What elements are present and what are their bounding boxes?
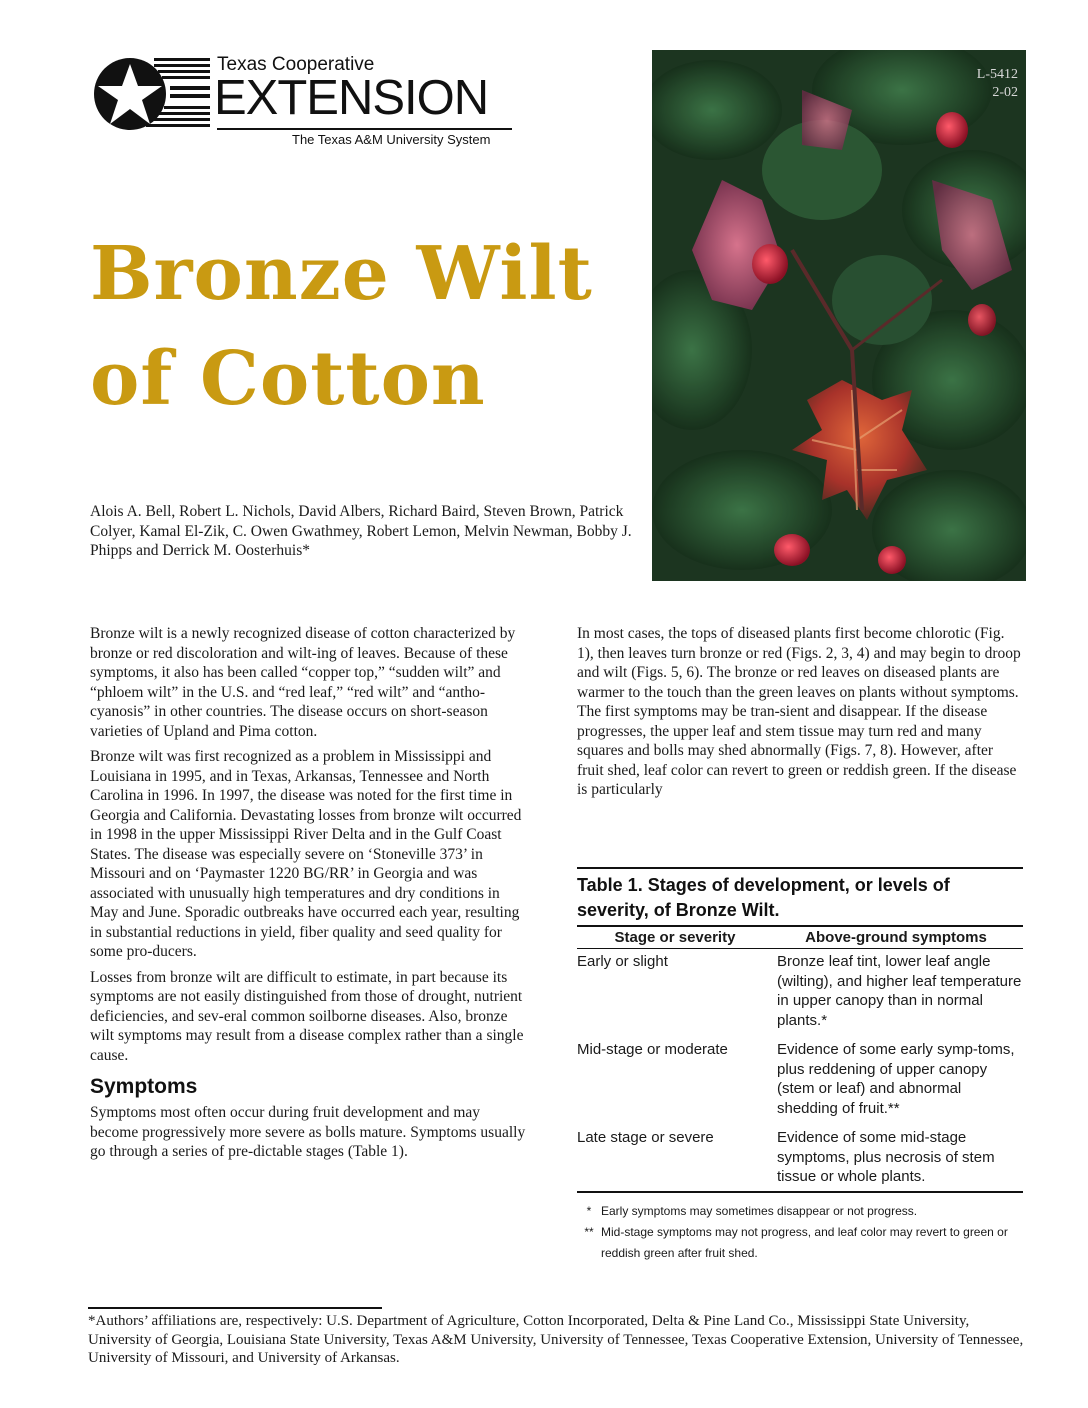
logo-rule <box>217 128 512 130</box>
logo-line-system: The Texas A&M University System <box>292 132 491 147</box>
logo-line-texas-cooperative: Texas Cooperative <box>217 54 375 75</box>
title-line-1: Bronze Wilt <box>90 231 593 317</box>
cotton-plant-illustration <box>652 50 1026 581</box>
table-cell-stage: Mid-stage or moderate <box>577 1041 728 1058</box>
paragraph-losses: Losses from bronze wilt are difficult to estimate, in part because its symptoms are not easily distinguished from those of drought, nutrient deficiencies, and sev-eral common soilborne diseases. Also, bronze wilt symptoms may result from a disease complex rather than a single cause. <box>90 968 524 1064</box>
table-notes <box>577 1201 1023 1264</box>
table-row <box>577 1037 1023 1125</box>
footnote-rule <box>88 1307 382 1309</box>
publication-code <box>977 66 1018 102</box>
table-header-row <box>577 927 1023 949</box>
table-cell-stage: Late stage or severe <box>577 1129 714 1146</box>
table-header-symptoms: Above-ground symptoms <box>805 929 987 946</box>
paragraph-progression: In most cases, the tops of diseased plants first become chlorotic (Fig. 1), then leaves turn bronze or red (Figs. 2, 3, 4) and may begin to droop and wilt (Figs. 5, 6). The bronze or red leaves on diseased plants are warmer to the touch than the green leaves on plants without symptoms. The first symptoms may be tran-sient and disappear. If the disease progresses, the upper leaf and stem tissue may turn red and many squares and bolls may shed abnormally (Figs. 7, 8). However, after fruit shed, leaf color can revert to green or reddish green. If the disease is particularly <box>577 625 1021 798</box>
table-cell-symptoms: Evidence of some mid-stage symptoms, plus necrosis of stem tissue or whole plants. <box>777 1129 995 1185</box>
table-bottom-rule <box>577 1191 1023 1193</box>
publication-date: 2-02 <box>992 85 1018 100</box>
cover-photo-cotton-leaves <box>652 50 1026 581</box>
authors-list: Alois A. Bell, Robert L. Nichols, David Albers, Richard Baird, Steven Brown, Patrick Colyer, Kamal El-Zik, C. Owen Gwathmey, Robert Lemon, Melvin Newman, Bobby J. Phipps and Derrick M. Oosterhuis* <box>90 503 632 559</box>
table-note-text: Early symptoms may sometimes disappear or not progress. <box>601 1203 918 1218</box>
table-row <box>577 949 1023 1037</box>
paragraph-history: Bronze wilt was first recognized as a problem in Mississippi and Louisiana in 1995, and in Texas, Arkansas, Tennessee and North Carolina in 1996. In 1997, the disease was noted for the first time in Georgia and California. Devastating losses from bronze wilt occurred in 1998 in the upper Mississippi River Delta and in the Gulf Coast States. The disease was especially severe on ‘Stoneville 373’ in Missouri and on ‘Paymaster 1220 BG/RR’ in Georgia and was associated with unusually high temperatures and dry conditions in May and June. Sporadic outbreaks have occurred each year, resulting in substantial reductions in yield, fiber quality and seed quality for some pro-ducers. <box>90 748 522 960</box>
page-title <box>90 222 650 432</box>
table-cell-symptoms: Bronze leaf tint, lower leaf angle (wilting), and higher leaf temperature in upper canopy than in normal plants.* <box>777 953 1022 1029</box>
table-cell-symptoms: Evidence of some early symp-toms, plus reddening of upper canopy (stem or leaf) and abnormal shedding of fruit.** <box>777 1041 1015 1117</box>
publication-number: L-5412 <box>976 67 1018 82</box>
table-note <box>577 1222 1023 1264</box>
authors-affiliations-footnote: *Authors’ affiliations are, respectively: U.S. Department of Agriculture, Cotton Incorporated, Delta & Pine Land Co., Mississippi State University, University of Georgia, Louisiana State University, Texas A&M University, University of Tennessee, Texas Cooperative Extension, University of Tennessee, University of Missouri, and University of Arkansas. <box>88 1313 1024 1366</box>
table-note-marker: * <box>586 1203 592 1218</box>
section-heading-symptoms: Symptoms <box>90 1075 198 1098</box>
table-note <box>577 1201 1023 1222</box>
body-column-right <box>577 624 1022 806</box>
body-column-left <box>90 624 532 1168</box>
extension-logo <box>92 48 517 153</box>
table-note-text: Mid-stage symptoms may not progress, and leaf color may revert to green or reddish green after fruit shed. <box>601 1224 1008 1260</box>
paragraph-intro: Bronze wilt is a newly recognized disease of cotton characterized by bronze or red discoloration and wilt-ing of leaves. Because of these symptoms, it also has been called “copper top,” “sudden wilt” and “phloem wilt” in the U.S. and “red leaf,” “red wilt” and “antho-cyanosis” in other countries. The disease occurs on short-season varieties of Upland and Pima cotton. <box>90 625 516 740</box>
table-cell-stage: Early or slight <box>577 953 668 970</box>
table-stages-of-development <box>577 867 1023 1264</box>
logo-line-extension: EXTENSION <box>214 71 489 125</box>
star-stripes-logo-icon <box>92 52 212 142</box>
title-line-2: of Cotton <box>90 336 486 422</box>
paragraph-symptoms: Symptoms most often occur during fruit development and may become progressively more severe as bolls mature. Symptoms usually go through a series of pre-dictable stages (Table 1). <box>90 1104 526 1160</box>
table-row <box>577 1125 1023 1194</box>
table-header-stage: Stage or severity <box>614 929 736 946</box>
table-note-marker: ** <box>584 1224 594 1239</box>
table-caption: Table 1. Stages of development, or levels of severity, of Bronze Wilt. <box>577 875 950 920</box>
